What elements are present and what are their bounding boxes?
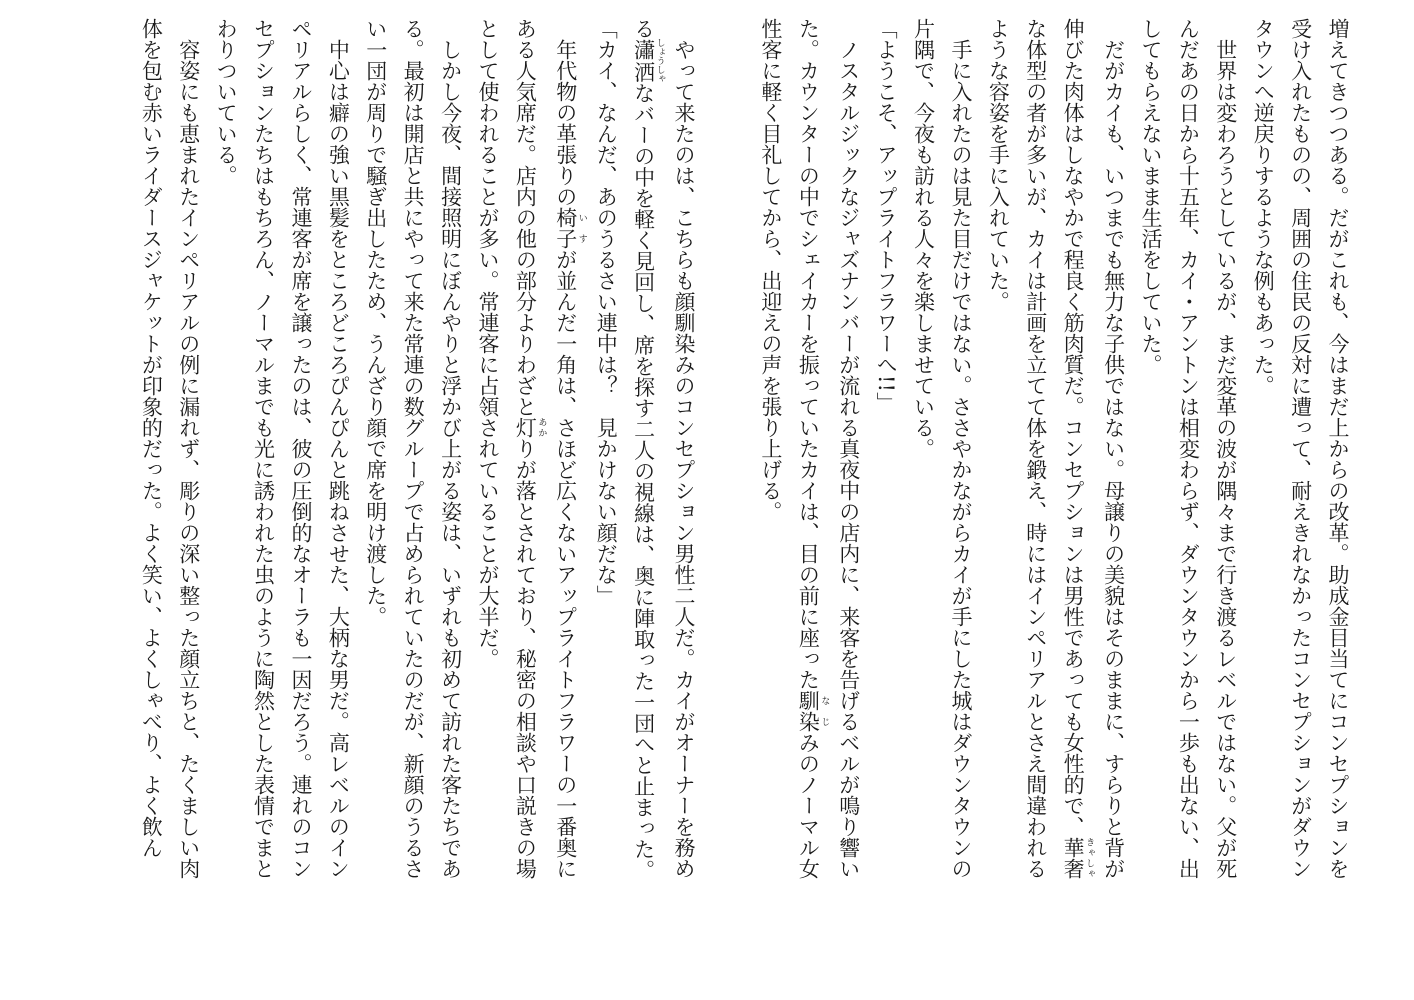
furigana-reading: あか — [536, 417, 547, 438]
text-line: わりついている。 — [214, 18, 239, 186]
text-line: だがカイも、いつまでも無力な子供ではない。母譲りの美貌はそのままに、すらりと背が — [1101, 18, 1126, 879]
text-line: な体型の者が多いが、カイは計画を立てて体を鍛え、時にはインペリアルとさえ間違われる — [1023, 18, 1048, 879]
furigana-word: 華奢 きゃしゃ — [1061, 837, 1095, 879]
text-line: 容姿にも恵まれたインペリアルの例に漏れず、彫りの深い整った顔立ちと、たくましい肉 — [176, 18, 201, 879]
furigana-reading: いす — [576, 207, 587, 249]
furigana-word: 灯 あか — [513, 417, 547, 438]
furigana-reading: きゃしゃ — [1084, 837, 1095, 879]
text-line: 「カイ、なんだ、あのうるさい連中は？ 見かけない顔だな」 — [594, 18, 619, 606]
text-line: してもらえないまま生活をしていた。 — [1138, 18, 1163, 375]
text-line: 体を包む赤いライダースジャケットが印象的だった。よく笑い、よくしゃべり、よく飲ん — [139, 18, 164, 858]
text-line: やって来たのは、こちらも顔馴染みのコンセプション男性二人だ。カイがオーナーを務め — [672, 18, 696, 879]
text-line: 性客に軽く目礼してから、出迎えの声を張り上げる。 — [758, 18, 783, 522]
right-page — [738, 0, 1356, 1000]
text-line: として使われることが多い。常連客に占領されていることが大半だ。 — [475, 18, 500, 669]
text-line: しかし今夜、間接照明にぼんやりと浮かび上がる姿は、いずれも初めて訪れた客たちであ — [438, 18, 463, 879]
text-line-ruby: 伸びた肉体はしなやかで程良く筋肉質だ。コンセプションは男性であっても女性的で、華奢 きゃしゃ — [1061, 18, 1095, 879]
text-line: 片隅で、今夜も訪れる人々を楽しませている。 — [911, 18, 936, 459]
text-line-ruby: 年代物の革張りの椅子 いすが並んだ一角は、さほど広くないアップライトフラワーの一番奥に — [553, 18, 587, 879]
text-line-ruby: る瀟洒 しょうしゃなバーの中を軽く見回し、席を探す二人の視線は、奥に陣取った一団へと止まった。 — [631, 18, 665, 881]
text-line: ペリアルらしく、常連客が席を譲ったのは、彼の圧倒的なオーラも一因だろう。連れのコン — [288, 18, 313, 879]
text-line: 中心は癖の強い黒髪をところどころぴんぴんと跳ねさせた、大柄な男だ。高レベルのイン — [326, 18, 351, 879]
furigana-word: 椅子 いす — [553, 207, 587, 249]
text-line: ノスタルジックなジャズナンバーが流れる真夜中の店内に、来客を告げるベルが鳴り響い — [836, 18, 861, 879]
text-line: 「ようこそ、アップライトフラワーへ!!」 — [874, 18, 899, 413]
left-page — [70, 0, 702, 1000]
text-line: ような容姿を手に入れていた。 — [986, 18, 1011, 312]
text-line: い一団が周りで騒ぎ出したため、うんざり顔で席を明け渡した。 — [363, 18, 388, 627]
text-line: 手に入れたのは見た目だけではない。ささやかながらカイが手にした城はダウンタウンの — [948, 18, 973, 879]
text-line-ruby: ある人気席だ。店内の他の部分よりわざと灯 あかりが落とされており、秘密の相談や口説きの場 — [513, 18, 547, 879]
text-line: 増えてきつつある。だがこれも、今はまだ上からの改革。助成金目当てにコンセプションを — [1326, 18, 1350, 879]
furigana-word: 馴染 なじ — [796, 690, 830, 732]
furigana-reading: なじ — [819, 690, 830, 732]
text-line: んだあの日から十五年、カイ・アントンは相変わらず、ダウンタウンから一歩も出ない、出 — [1176, 18, 1201, 879]
text-line: 受け入れたものの、周囲の住民の反対に遭って、耐えきれなかったコンセプションがダウン — [1288, 18, 1313, 879]
text-line: セプションたちはもちろん、ノーマルまでも光に誘われた虫のように陶然とした表情でまと — [251, 18, 276, 879]
furigana-word: 瀟洒 しょうしゃ — [631, 38, 665, 84]
text-line-ruby: た。カウンターの中でシェイカーを振っていたカイは、目の前に座った馴染 なじみのノーマル女 — [796, 18, 830, 879]
text-line: る。最初は開店と共にやって来た常連の数グループで占められていたのだが、新顔のうるさ — [401, 18, 426, 879]
furigana-reading: しょうしゃ — [654, 38, 665, 84]
text-line: 世界は変わろうとしているが、まだ変革の波が隅々まで行き渡るレベルではない。父が死 — [1213, 18, 1238, 879]
text-line: タウンへ逆戻りするような例もあった。 — [1251, 18, 1276, 396]
